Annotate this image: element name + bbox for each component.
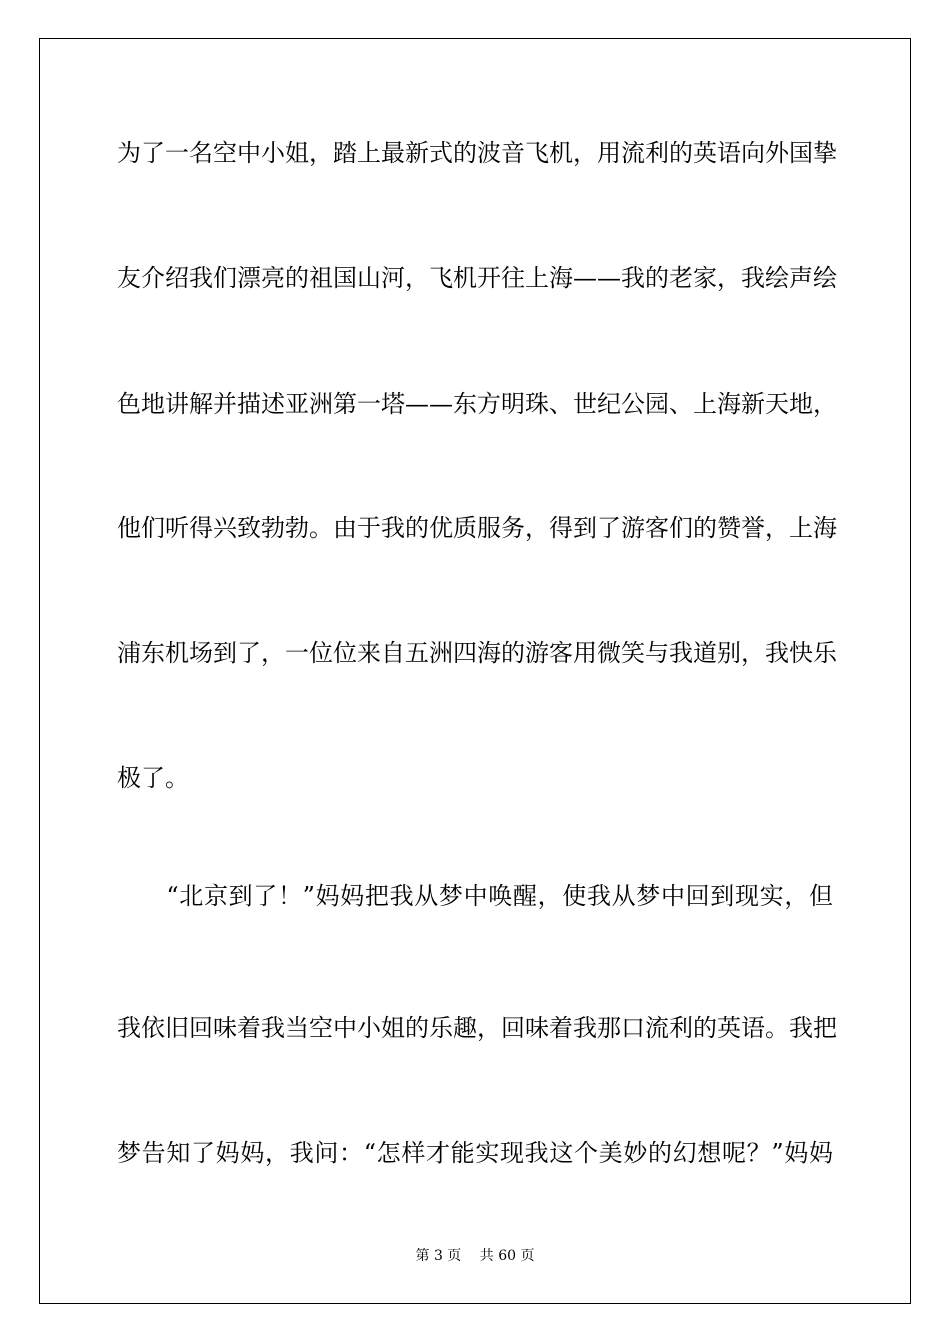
text-line-8: 我依旧回味着我当空中小姐的乐趣，回味着我那口流利的英语。我把	[117, 1014, 837, 1042]
page-number-footer: 第 3 页 共 60 页	[415, 1248, 535, 1264]
text-line-1: 为了一名空中小姐，踏上最新式的波音飞机，用流利的英语向外国挚	[117, 139, 837, 167]
page-border	[39, 38, 911, 1304]
text-line-2: 友介绍我们漂亮的祖国山河，飞机开往上海——我的老家，我绘声绘	[117, 264, 837, 292]
text-line-7: “北京到了！”妈妈把我从梦中唤醒，使我从梦中回到现实，但	[117, 882, 833, 910]
text-line-4: 他们听得兴致勃勃。由于我的优质服务，得到了游客们的赞誉，上海	[117, 514, 837, 542]
text-line-9: 梦告知了妈妈，我问：“怎样才能实现我这个美妙的幻想呢？”妈妈	[117, 1139, 833, 1167]
text-line-3: 色地讲解并描述亚洲第一塔——东方明珠、世纪公园、上海新天地，	[117, 390, 837, 418]
text-line-5: 浦东机场到了，一位位来自五洲四海的游客用微笑与我道别，我快乐	[117, 639, 837, 667]
text-line-6: 极了。	[117, 764, 189, 792]
